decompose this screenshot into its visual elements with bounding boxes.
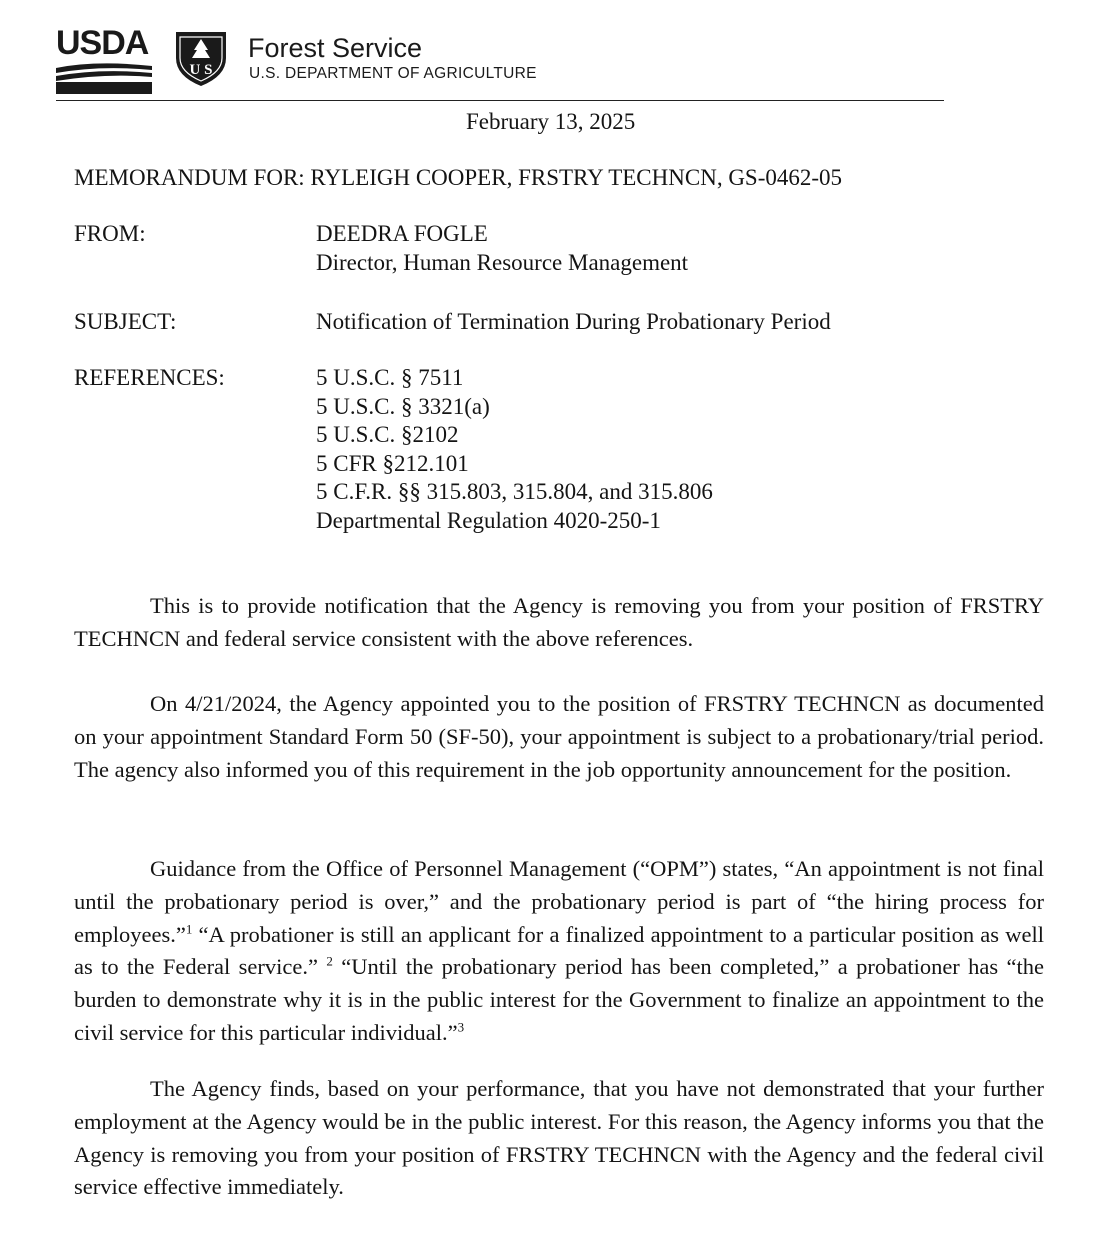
memorandum-for: MEMORANDUM FOR: RYLEIGH COOPER, FRSTRY TECHNCN, GS-0462-05 [74, 165, 843, 190]
from-label: FROM: [74, 221, 146, 246]
from-title: Director, Human Resource Management [316, 250, 689, 275]
reference-item: Departmental Regulation 4020-250-1 [316, 507, 661, 533]
reference-item: 5 U.S.C. §2102 [316, 422, 459, 447]
paragraph-segment: Guidance from the Office of Personnel Management (“OPM”) states, “An appointment is not final until the probationary period is over,” and the probationary period is part of “the hiring process for employees.” [74, 856, 1044, 947]
footnote-ref-2: 2 [326, 953, 333, 969]
subject-label: SUBJECT: [74, 309, 177, 334]
paragraph-text: The Agency finds, based on your performance, that you have not demonstrated that your further employment at the Agency would be in the public interest. For this reason, the Agency informs you that the Agency is removing you from your position of FRSTRY TECHNCN with the Agency and the federal civil service effective immediately. [74, 1076, 1044, 1200]
paragraph-segment: “A probationer is still an applicant for a finalized appointment to a particular position as well as to the Federal service.” [74, 921, 1044, 980]
reference-item: 5 U.S.C. § 3321(a) [316, 393, 490, 419]
body-paragraph-2 [74, 688, 1044, 786]
header-divider [56, 100, 944, 101]
shield-text: U S [189, 62, 213, 78]
memo-date: February 13, 2025 [466, 109, 636, 134]
subject-text: Notification of Termination During Probationary Period [316, 309, 831, 334]
paragraph-segment: “Until the probationary period has been completed,” a probationer has “the burden to demonstrate why it is in the public interest for the Government to finalize an appointment to the civil service for this particular individual.” [74, 954, 1045, 1045]
department-name: U.S. DEPARTMENT OF AGRICULTURE [249, 65, 537, 82]
usda-logo [56, 24, 152, 94]
footnote-ref-1: 1 [185, 921, 193, 937]
body-paragraph-3 [74, 853, 1044, 1050]
paragraph-text: On 4/21/2024, the Agency appointed you to the position of FRSTRY TECHNCN as documented on your appointment Standard Form 50 (SF-50), your appointment is subject to a probationary/trial period. The agency also informed you of this requirement in the job opportunity announcement for the position. [74, 691, 1044, 782]
paragraph-text [74, 853, 1044, 1050]
agency-name: Forest Service [248, 33, 423, 63]
from-name: DEEDRA FOGLE [316, 221, 488, 246]
reference-item: 5 CFR §212.101 [316, 450, 469, 476]
reference-item: 5 C.F.R. §§ 315.803, 315.804, and 315.806 [316, 479, 713, 504]
usda-logo-text: USDA [56, 24, 149, 62]
footnote-ref-3: 3 [457, 1019, 465, 1035]
paragraph-text: This is to provide notification that the Agency is removing you from your position of FRSTRY TECHNCN and federal service consistent with the above references. [74, 593, 1044, 651]
forest-service-shield-icon [172, 28, 230, 88]
body-paragraph-1 [74, 590, 1044, 656]
reference-item: 5 U.S.C. § 7511 [316, 365, 464, 390]
body-paragraph-4 [74, 1073, 1044, 1204]
usda-swoosh-icon [56, 60, 152, 94]
references-label: REFERENCES: [74, 365, 225, 390]
